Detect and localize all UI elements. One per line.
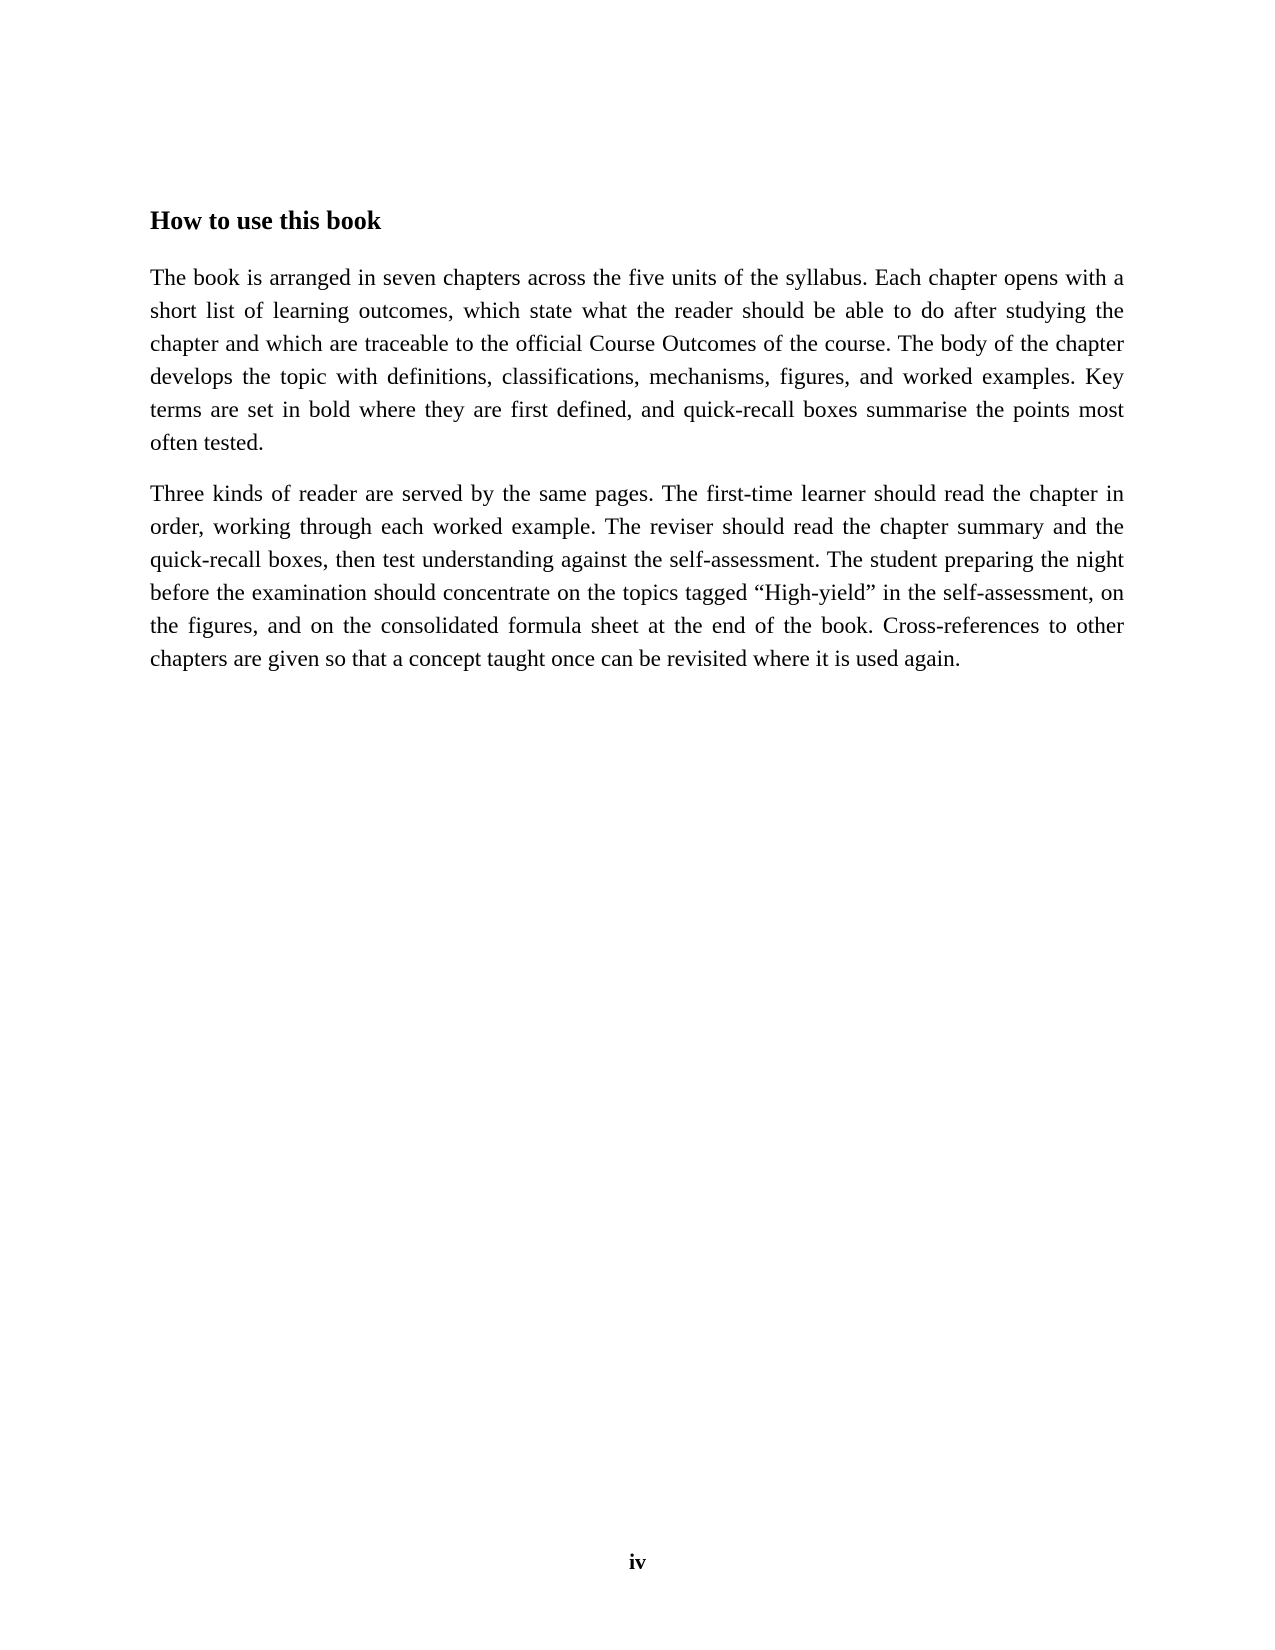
body-paragraph-1: The book is arranged in seven chapters across the five units of the syllabus. Each chapter opens with a short list of learning outcomes, which state what the reader should be able to do after studying the chapter and which are traceable to the official Course Outcomes of the course. The body of the chapter develops the topic with definitions, classifications, mechanisms, figures, and worked examples. Key terms are set in bold where they are first defined, and quick-recall boxes summarise the points most often tested. (150, 265, 1124, 456)
page-number: iv (628, 1549, 647, 1574)
body-paragraph-2: Three kinds of reader are served by the same pages. The first-time learner should read the chapter in order, working through each worked example. The reviser should read the chapter summary and the quick-recall boxes, then test understanding against the self-assessment. The student preparing the night before the examination should concentrate on the topics tagged “High-yield” in the self-assessment, on the figures, and on the consolidated formula sheet at the end of the book. Cross-references to other chapters are given so that a concept taught once can be revisited where it is used again. (150, 481, 1124, 672)
section-heading: How to use this book (150, 206, 382, 235)
